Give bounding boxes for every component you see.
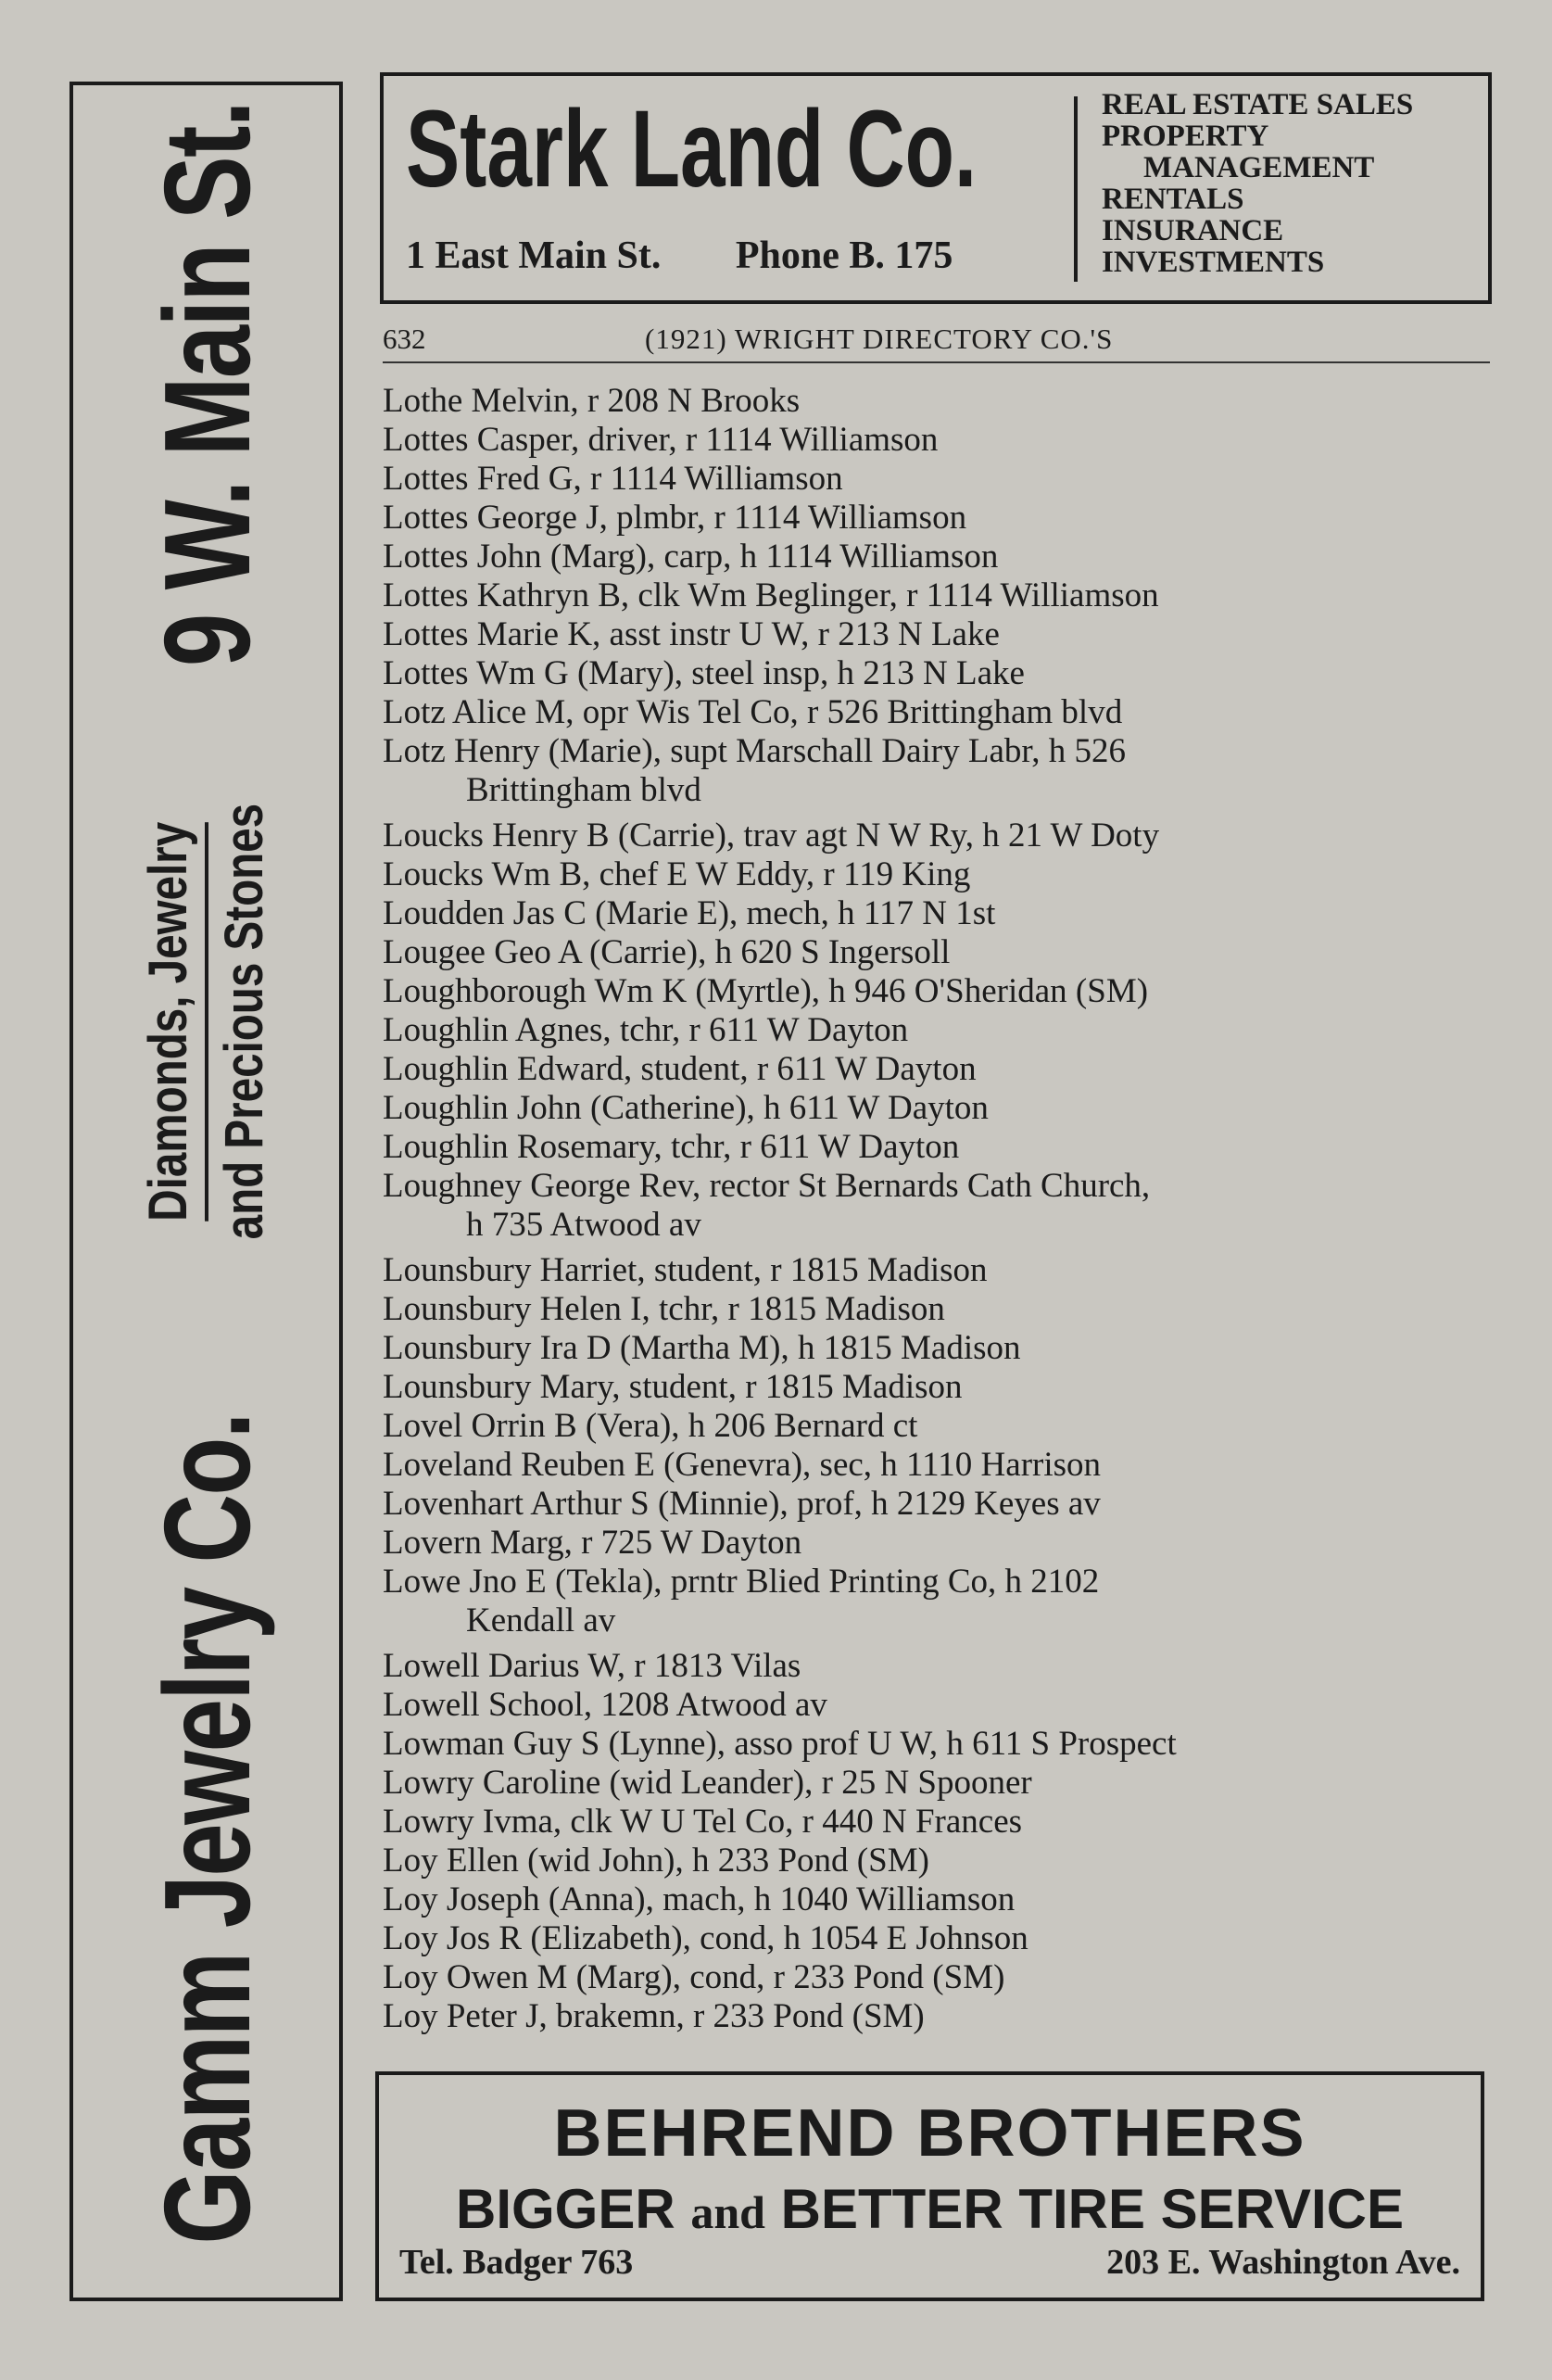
directory-entry — [383, 693, 1495, 732]
directory-entry — [383, 855, 1495, 894]
directory-entry — [383, 1563, 1495, 1640]
directory-entry — [383, 1167, 1495, 1245]
entry-continuation: Kendall av — [466, 1601, 616, 1639]
service-item: MANAGEMENT — [1143, 151, 1375, 184]
bottom-ad-phone: Tel. Badger 763 — [399, 2243, 634, 2282]
entry-text: Lothe Melvin, r 208 N Brooks — [383, 382, 801, 420]
directory-entry — [383, 933, 1495, 972]
service-item: RENTALS — [1102, 183, 1244, 216]
page-number: 632 — [383, 323, 426, 355]
directory-entry — [383, 1725, 1495, 1764]
directory-entry — [383, 421, 1495, 460]
side-ad-line-top: Diamonds, Jewelry — [132, 821, 208, 1221]
directory-entry — [383, 1524, 1495, 1563]
directory-entry — [383, 1128, 1495, 1167]
directory-entry — [383, 1407, 1495, 1446]
entry-text: Lovenhart Arthur S (Minnie), prof, h 2129 Keyes av — [383, 1485, 1101, 1523]
directory-entry — [383, 382, 1495, 421]
directory-entry — [383, 732, 1495, 810]
entry-text: Loy Jos R (Elizabeth), cond, h 1054 E Johnson — [383, 1919, 1028, 1957]
directory-entry — [383, 1011, 1495, 1050]
bottom-ad-slogan — [379, 2177, 1481, 2241]
page-header — [383, 323, 1490, 363]
side-advertisement — [69, 82, 343, 2301]
entry-text: Lowe Jno E (Tekla), prntr Blied Printing Co, h 2102 — [383, 1563, 1100, 1601]
directory-entry — [383, 1329, 1495, 1368]
page-title: (1921) WRIGHT DIRECTORY CO.'S — [645, 323, 1114, 355]
service-item: INVESTMENTS — [1102, 246, 1325, 279]
slogan-part-1: BIGGER — [455, 2178, 675, 2240]
top-ad-address: 1 East Main St. — [406, 234, 662, 277]
top-ad-phone: Phone B. 175 — [735, 234, 953, 277]
directory-entry — [383, 1446, 1495, 1485]
service-item: INSURANCE — [1102, 214, 1284, 247]
bottom-advertisement — [375, 2071, 1484, 2301]
entry-text: Lounsbury Mary, student, r 1815 Madison — [383, 1368, 963, 1406]
directory-entry — [383, 1958, 1495, 1997]
directory-entry — [383, 460, 1495, 499]
side-ad-tagline — [132, 754, 281, 1286]
entry-text: Lounsbury Helen I, tchr, r 1815 Madison — [383, 1290, 945, 1328]
directory-entry — [383, 499, 1495, 538]
directory-entry — [383, 615, 1495, 654]
side-ad-name: Gamm Jewelry Co. — [138, 1412, 274, 2244]
entry-text: Loughney George Rev, rector St Bernards Cath Church, — [383, 1167, 1151, 1205]
top-ad-company: Stark Land Co. — [406, 88, 978, 210]
entry-text: Lottes Casper, driver, r 1114 Williamson — [383, 421, 939, 459]
directory-entry — [383, 1089, 1495, 1128]
entry-text: Lottes Kathryn B, clk Wm Beglinger, r 1114 Williamson — [383, 576, 1159, 614]
entry-continuation: h 735 Atwood av — [466, 1206, 701, 1244]
directory-entry — [383, 972, 1495, 1011]
slogan-and: and — [690, 2186, 765, 2238]
entry-text: Lougee Geo A (Carrie), h 620 S Ingersoll — [383, 933, 951, 971]
top-ad-services — [1102, 89, 1491, 278]
entry-text: Lowell School, 1208 Atwood av — [383, 1686, 827, 1724]
bottom-ad-contact — [399, 2242, 1460, 2283]
directory-entry — [383, 1050, 1495, 1089]
entry-text: Lovel Orrin B (Vera), h 206 Bernard ct — [383, 1407, 918, 1445]
entry-text: Lowell Darius W, r 1813 Vilas — [383, 1647, 801, 1685]
entry-text: Loughborough Wm K (Myrtle), h 946 O'Sheridan (SM) — [383, 972, 1149, 1010]
entry-continuation: Brittingham blvd — [466, 771, 701, 809]
side-ad-address: 9 W. Main St. — [138, 101, 274, 666]
entry-text: Lottes Marie K, asst instr U W, r 213 N Lake — [383, 615, 1000, 653]
entry-text: Lottes John (Marg), carp, h 1114 Williamson — [383, 538, 999, 576]
entry-text: Lotz Henry (Marie), supt Marschall Dairy Labr, h 526 — [383, 732, 1126, 770]
directory-entry — [383, 1368, 1495, 1407]
entry-text: Lottes Fred G, r 1114 Williamson — [383, 460, 843, 498]
directory-entry — [383, 1919, 1495, 1958]
entry-text: Lounsbury Harriet, student, r 1815 Madison — [383, 1251, 988, 1289]
bottom-ad-name: BEHREND BROTHERS — [553, 2096, 1306, 2171]
entry-text: Loucks Henry B (Carrie), trav agt N W Ry, h 21 W Doty — [383, 817, 1160, 855]
entry-text: Loveland Reuben E (Genevra), sec, h 1110 Harrison — [383, 1446, 1102, 1484]
directory-entry — [383, 538, 1495, 576]
directory-entry — [383, 1880, 1495, 1919]
directory-entry — [383, 1997, 1495, 2036]
entry-text: Loy Ellen (wid John), h 233 Pond (SM) — [383, 1842, 929, 1880]
entry-text: Loughlin Agnes, tchr, r 611 W Dayton — [383, 1011, 909, 1049]
service-item: PROPERTY — [1102, 120, 1269, 153]
side-ad-line-bottom: and Precious Stones — [213, 803, 274, 1239]
directory-entry — [383, 817, 1495, 855]
directory-entry — [383, 1251, 1495, 1290]
directory-entry — [383, 1686, 1495, 1725]
bottom-ad-address: 203 E. Washington Ave. — [1106, 2243, 1460, 2282]
top-ad-divider — [1074, 96, 1078, 282]
directory-entry — [383, 1290, 1495, 1329]
entry-text: Loucks Wm B, chef E W Eddy, r 119 King — [383, 855, 971, 893]
side-ad-rotated-content — [82, 94, 332, 2290]
service-item: REAL ESTATE SALES — [1102, 88, 1414, 121]
directory-entry — [383, 894, 1495, 933]
directory-entry — [383, 654, 1495, 693]
entry-text: Loudden Jas C (Marie E), mech, h 117 N 1st — [383, 894, 996, 932]
entry-text: Loughlin Rosemary, tchr, r 611 W Dayton — [383, 1128, 960, 1166]
entry-text: Lowman Guy S (Lynne), asso prof U W, h 611 S Prospect — [383, 1725, 1177, 1763]
entry-text: Loughlin John (Catherine), h 611 W Dayton — [383, 1089, 989, 1127]
directory-entry — [383, 1647, 1495, 1686]
directory-entry — [383, 1842, 1495, 1880]
entry-text: Lotz Alice M, opr Wis Tel Co, r 526 Brittingham blvd — [383, 693, 1123, 731]
entry-text: Lounsbury Ira D (Martha M), h 1815 Madison — [383, 1329, 1021, 1367]
top-advertisement — [380, 72, 1492, 304]
directory-listings — [383, 382, 1495, 2036]
directory-entry — [383, 576, 1495, 615]
directory-entry — [383, 1764, 1495, 1803]
directory-entry — [383, 1803, 1495, 1842]
slogan-part-2: BETTER TIRE SERVICE — [780, 2178, 1404, 2240]
entry-text: Lottes George J, plmbr, r 1114 Williamson — [383, 499, 967, 537]
entry-text: Lovern Marg, r 725 W Dayton — [383, 1524, 802, 1562]
entry-text: Lowry Caroline (wid Leander), r 25 N Spooner — [383, 1764, 1032, 1802]
entry-text: Lowry Ivma, clk W U Tel Co, r 440 N Frances — [383, 1803, 1023, 1841]
entry-text: Loy Joseph (Anna), mach, h 1040 Williamson — [383, 1880, 1016, 1918]
entry-text: Lottes Wm G (Mary), steel insp, h 213 N Lake — [383, 654, 1025, 692]
entry-text: Loughlin Edward, student, r 611 W Dayton — [383, 1050, 977, 1088]
directory-entry — [383, 1485, 1495, 1524]
entry-text: Loy Owen M (Marg), cond, r 233 Pond (SM) — [383, 1958, 1005, 1996]
entry-text: Loy Peter J, brakemn, r 233 Pond (SM) — [383, 1997, 925, 2035]
